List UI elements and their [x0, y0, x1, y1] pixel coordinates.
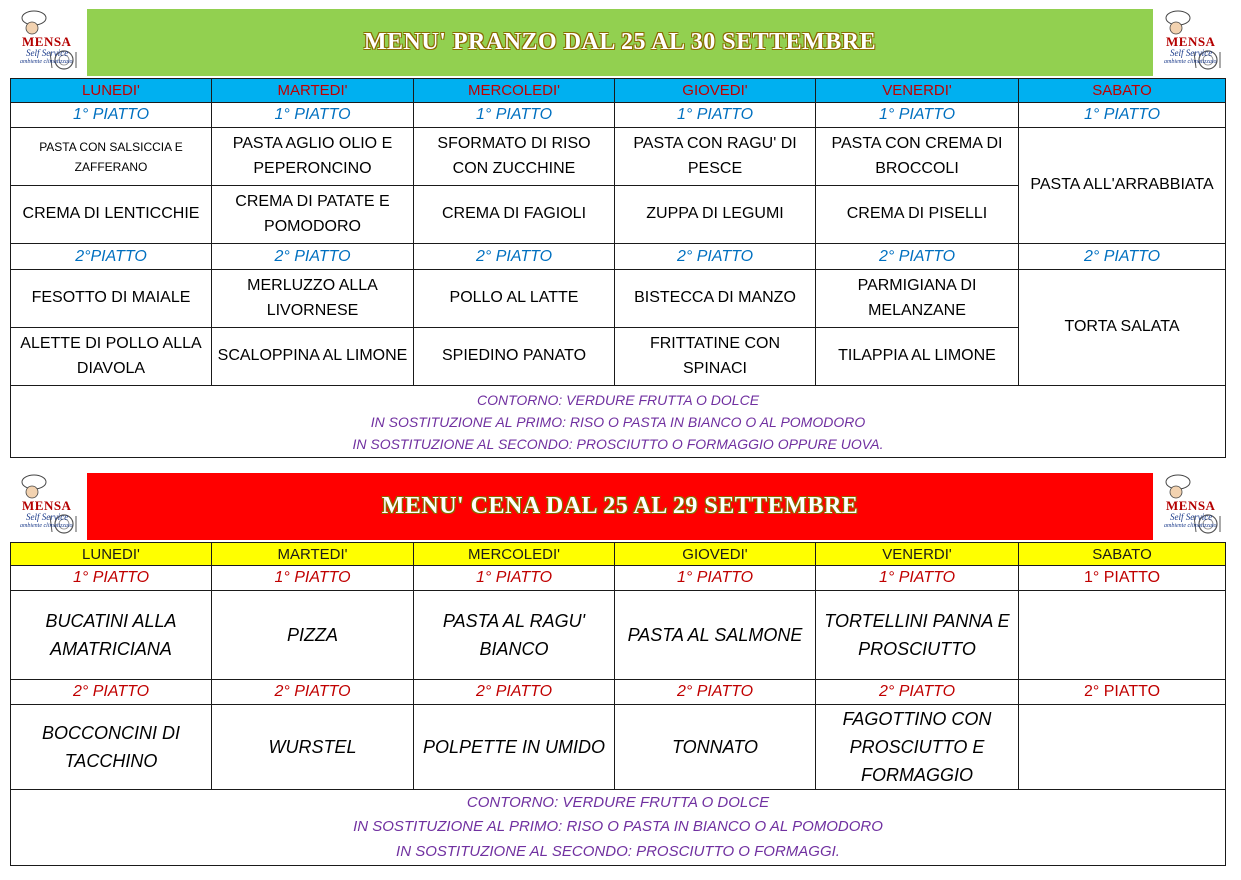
course-label: 2° PIATTO: [414, 244, 615, 270]
second-course-label-row: [11, 680, 1226, 705]
day-header: SABATO: [1019, 543, 1226, 566]
dish-cell: PARMIGIANA DI MELANZANE: [816, 270, 1019, 328]
lunch-menu-table: [10, 78, 1226, 458]
first-course-label-row: [11, 103, 1226, 128]
dish-cell: FESOTTO DI MAIALE: [11, 270, 212, 328]
course-label: 1° PIATTO: [212, 103, 414, 128]
dish-cell-saturday: PASTA ALL'ARRABBIATA: [1019, 128, 1226, 244]
dish-cell: PASTA CON CREMA DI BROCCOLI: [816, 128, 1019, 186]
dish-cell: FRITTATINE CON SPINACI: [615, 328, 816, 386]
day-header-row: [11, 543, 1226, 566]
course-label: 1° PIATTO: [11, 103, 212, 128]
notes-line: CONTORNO: VERDURE FRUTTA O DOLCE: [466, 793, 770, 811]
day-header: LUNEDI': [11, 79, 212, 103]
logo-tagline: ambiente climatizzato: [20, 523, 73, 529]
logo-tagline: ambiente climatizzato: [20, 59, 73, 65]
mensa-logo-bottom-right: [1156, 472, 1228, 536]
dish-cell: BUCATINI ALLA AMATRICIANA: [11, 591, 212, 680]
course-label: 2° PIATTO: [816, 244, 1019, 270]
course-label: 1° PIATTO: [414, 566, 615, 591]
dish-cell: [1019, 591, 1226, 680]
day-header: LUNEDI': [11, 543, 212, 566]
logo-subtitle: Self Service: [26, 48, 69, 58]
dish-cell: ALETTE DI POLLO ALLA DIAVOLA: [11, 328, 212, 386]
dish-cell: PASTA AGLIO OLIO E PEPERONCINO: [212, 128, 414, 186]
course-label: 1° PIATTO: [414, 103, 615, 128]
logo-tagline: ambiente climatizzato: [1164, 523, 1217, 529]
course-label: 2° PIATTO: [212, 680, 414, 705]
logo-subtitle: Self Service: [1170, 48, 1213, 58]
course-label: 1° PIATTO: [1019, 566, 1226, 591]
first-course-row-a: [11, 128, 1226, 186]
day-header: MERCOLEDI': [414, 79, 615, 103]
logo-title: MENSA: [22, 34, 72, 49]
dish-cell: PASTA CON RAGU' DI PESCE: [615, 128, 816, 186]
dish-cell: BISTECCA DI MANZO: [615, 270, 816, 328]
dish-cell: TILAPPIA AL LIMONE: [816, 328, 1019, 386]
course-label: 1° PIATTO: [212, 566, 414, 591]
logo-title: MENSA: [1166, 498, 1216, 513]
dish-cell: WURSTEL: [212, 705, 414, 790]
day-header: GIOVEDI': [615, 79, 816, 103]
dinner-notes: [11, 790, 1226, 866]
course-label: 2° PIATTO: [1019, 680, 1226, 705]
dish-cell: SFORMATO DI RISO CON ZUCCHINE: [414, 128, 615, 186]
lunch-title: MENU' PRANZO DAL 25 AL 30 SETTEMBRE: [363, 29, 877, 55]
course-label: 1° PIATTO: [615, 566, 816, 591]
dish-cell: BOCCONCINI DI TACCHINO: [11, 705, 212, 790]
course-label: 2° PIATTO: [11, 680, 212, 705]
day-header: SABATO: [1019, 79, 1226, 103]
notes-row: [11, 386, 1226, 458]
dish-cell: [1019, 705, 1226, 790]
dish-cell: CREMA DI PATATE E POMODORO: [212, 186, 414, 244]
day-header: GIOVEDI': [615, 543, 816, 566]
logo-title: MENSA: [1166, 34, 1216, 49]
second-course-row-a: [11, 270, 1226, 328]
day-header: MERCOLEDI': [414, 543, 615, 566]
dish-cell: PIZZA: [212, 591, 414, 680]
mensa-logo-bottom-left: [12, 472, 84, 536]
logo-tagline: ambiente climatizzato: [1164, 59, 1217, 65]
dish-cell: TONNATO: [615, 705, 816, 790]
dinner-menu-table: [10, 542, 1226, 866]
dish-cell: PASTA CON SALSICCIA E ZAFFERANO: [11, 128, 212, 186]
dish-cell: CREMA DI LENTICCHIE: [11, 186, 212, 244]
dish-cell: POLPETTE IN UMIDO: [414, 705, 615, 790]
lunch-notes: [11, 386, 1226, 458]
dish-cell: CREMA DI PISELLI: [816, 186, 1019, 244]
dish-cell: PASTA AL RAGU' BIANCO: [414, 591, 615, 680]
mensa-logo-top-left: [12, 8, 84, 72]
dish-cell: SCALOPPINA AL LIMONE: [212, 328, 414, 386]
mensa-logo-top-right: [1156, 8, 1228, 72]
logo-subtitle: Self Service: [26, 512, 69, 522]
notes-line: IN SOSTITUZIONE AL SECONDO: PROSCIUTTO O FORMAGGIO OPPURE UOVA.: [352, 435, 884, 452]
notes-line: IN SOSTITUZIONE AL PRIMO: RISO O PASTA IN BIANCO O AL POMODORO: [370, 413, 866, 430]
course-label: 2° PIATTO: [414, 680, 615, 705]
course-label: 2° PIATTO: [615, 680, 816, 705]
first-course-row: [11, 591, 1226, 680]
lunch-title-banner: [87, 9, 1153, 76]
day-header: VENERDI': [816, 543, 1019, 566]
dish-cell-saturday: TORTA SALATA: [1019, 270, 1226, 386]
notes-row: [11, 790, 1226, 866]
course-label: 2° PIATTO: [1019, 244, 1226, 270]
course-label: 2° PIATTO: [816, 680, 1019, 705]
second-course-row: [11, 705, 1226, 790]
dinner-title: MENU' CENA DAL 25 AL 29 SETTEMBRE: [381, 493, 859, 519]
second-course-label-row: [11, 244, 1226, 270]
first-course-label-row: [11, 566, 1226, 591]
day-header: VENERDI': [816, 79, 1019, 103]
dish-cell: CREMA DI FAGIOLI: [414, 186, 615, 244]
day-header: MARTEDI': [212, 543, 414, 566]
day-header-row: [11, 79, 1226, 103]
course-label: 2° PIATTO: [212, 244, 414, 270]
day-header: MARTEDI': [212, 79, 414, 103]
dinner-title-banner: [87, 473, 1153, 540]
course-label: 1° PIATTO: [1019, 103, 1226, 128]
notes-line: IN SOSTITUZIONE AL SECONDO: PROSCIUTTO O FORMAGGI.: [396, 842, 840, 860]
notes-line: IN SOSTITUZIONE AL PRIMO: RISO O PASTA IN BIANCO O AL POMODORO: [353, 818, 883, 836]
course-label: 2°PIATTO: [11, 244, 212, 270]
notes-line: CONTORNO: VERDURE FRUTTA O DOLCE: [476, 391, 760, 408]
dish-cell: MERLUZZO ALLA LIVORNESE: [212, 270, 414, 328]
logo-subtitle: Self Service: [1170, 512, 1213, 522]
course-label: 2° PIATTO: [615, 244, 816, 270]
dish-cell: TORTELLINI PANNA E PROSCIUTTO: [816, 591, 1019, 680]
dish-cell: ZUPPA DI LEGUMI: [615, 186, 816, 244]
course-label: 1° PIATTO: [11, 566, 212, 591]
logo-title: MENSA: [22, 498, 72, 513]
dish-cell: POLLO AL LATTE: [414, 270, 615, 328]
dish-cell: FAGOTTINO CON PROSCIUTTO E FORMAGGIO: [816, 705, 1019, 790]
dish-cell: PASTA AL SALMONE: [615, 591, 816, 680]
course-label: 1° PIATTO: [615, 103, 816, 128]
course-label: 1° PIATTO: [816, 566, 1019, 591]
course-label: 1° PIATTO: [816, 103, 1019, 128]
dish-cell: SPIEDINO PANATO: [414, 328, 615, 386]
